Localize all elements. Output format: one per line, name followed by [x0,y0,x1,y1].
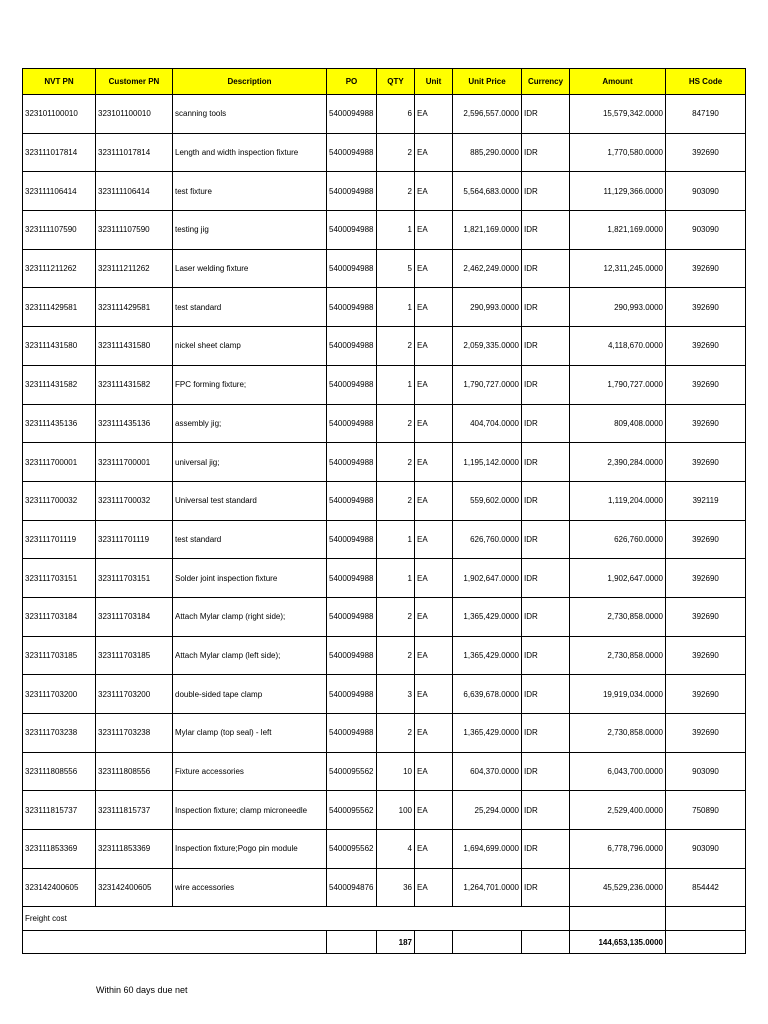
description-cell: test standard [173,288,327,327]
unit-cell: EA [415,404,453,443]
unit-price-cell: 2,059,335.0000 [453,327,522,366]
po-cell: 5400094988 [327,249,377,288]
description-cell: Attach Mylar clamp (right side); [173,597,327,636]
hs-code-cell: 392690 [666,559,746,598]
table-row [23,133,746,172]
description-cell: Fixture accessories [173,752,327,791]
currency-cell: IDR [522,791,570,830]
amount-cell: 15,579,342.0000 [570,95,666,134]
amount-cell: 6,043,700.0000 [570,752,666,791]
qty-cell: 2 [377,714,415,753]
unit-cell: EA [415,249,453,288]
po-cell: 5400094988 [327,327,377,366]
hs-code-cell: 392119 [666,481,746,520]
qty-cell: 1 [377,288,415,327]
hs-code-cell: 392690 [666,249,746,288]
total-unit-blank [415,931,453,954]
amount-cell: 1,790,727.0000 [570,365,666,404]
unit-price-cell: 885,290.0000 [453,133,522,172]
table-row [23,520,746,559]
nvt-pn-cell: 323111815737 [23,791,96,830]
col-header-qty: QTY [377,69,415,95]
po-cell: 5400094988 [327,211,377,250]
currency-cell: IDR [522,404,570,443]
qty-cell: 4 [377,830,415,869]
unit-price-cell: 1,195,142.0000 [453,443,522,482]
po-cell: 5400095562 [327,791,377,830]
po-cell: 5400094988 [327,95,377,134]
customer-pn-cell: 323111106414 [96,172,173,211]
unit-price-cell: 2,462,249.0000 [453,249,522,288]
freight-label: Freight cost [23,907,570,931]
hs-code-cell: 392690 [666,597,746,636]
qty-cell: 2 [377,481,415,520]
hs-code-cell: 903090 [666,172,746,211]
unit-cell: EA [415,714,453,753]
unit-price-cell: 5,564,683.0000 [453,172,522,211]
description-cell: universal jig; [173,443,327,482]
customer-pn-cell: 323111017814 [96,133,173,172]
nvt-pn-cell: 323111703184 [23,597,96,636]
description-cell: wire accessories [173,868,327,907]
col-header-unit: Unit [415,69,453,95]
table-row [23,443,746,482]
amount-cell: 290,993.0000 [570,288,666,327]
currency-cell: IDR [522,443,570,482]
unit-cell: EA [415,481,453,520]
hs-code-cell: 392690 [666,443,746,482]
qty-cell: 100 [377,791,415,830]
hs-code-cell: 392690 [666,365,746,404]
customer-pn-cell: 323111703184 [96,597,173,636]
hs-code-cell: 903090 [666,211,746,250]
unit-cell: EA [415,830,453,869]
customer-pn-cell: 323111703200 [96,675,173,714]
amount-cell: 1,902,647.0000 [570,559,666,598]
description-cell: Mylar clamp (top seal) - left [173,714,327,753]
unit-price-cell: 604,370.0000 [453,752,522,791]
amount-cell: 45,529,236.0000 [570,868,666,907]
qty-cell: 2 [377,172,415,211]
customer-pn-cell: 323111703151 [96,559,173,598]
amount-cell: 1,821,169.0000 [570,211,666,250]
nvt-pn-cell: 323111017814 [23,133,96,172]
po-cell: 5400094988 [327,675,377,714]
nvt-pn-cell: 323111431580 [23,327,96,366]
unit-price-cell: 1,365,429.0000 [453,636,522,675]
currency-cell: IDR [522,211,570,250]
customer-pn-cell: 323111435136 [96,404,173,443]
unit-price-cell: 404,704.0000 [453,404,522,443]
description-cell: assembly jig; [173,404,327,443]
table-row [23,559,746,598]
nvt-pn-cell: 323111107590 [23,211,96,250]
description-cell: test standard [173,520,327,559]
currency-cell: IDR [522,365,570,404]
hs-code-cell: 392690 [666,520,746,559]
po-cell: 5400094876 [327,868,377,907]
po-cell: 5400094988 [327,520,377,559]
unit-price-cell: 1,365,429.0000 [453,714,522,753]
hs-code-cell: 392690 [666,675,746,714]
nvt-pn-cell: 323142400605 [23,868,96,907]
po-cell: 5400094988 [327,443,377,482]
amount-cell: 6,778,796.0000 [570,830,666,869]
unit-cell: EA [415,288,453,327]
table-row [23,868,746,907]
po-cell: 5400095562 [327,752,377,791]
description-cell: test fixture [173,172,327,211]
amount-cell: 2,730,858.0000 [570,597,666,636]
amount-cell: 12,311,245.0000 [570,249,666,288]
unit-cell: EA [415,791,453,830]
qty-cell: 2 [377,327,415,366]
total-qty: 187 [377,931,415,954]
currency-cell: IDR [522,520,570,559]
amount-cell: 11,129,366.0000 [570,172,666,211]
payment-terms-note: Within 60 days due net [96,985,188,995]
currency-cell: IDR [522,714,570,753]
unit-cell: EA [415,365,453,404]
currency-cell: IDR [522,288,570,327]
unit-cell: EA [415,636,453,675]
qty-cell: 6 [377,95,415,134]
customer-pn-cell: 323111815737 [96,791,173,830]
hs-code-cell: 903090 [666,830,746,869]
nvt-pn-cell: 323111435136 [23,404,96,443]
hs-code-cell: 847190 [666,95,746,134]
po-cell: 5400094988 [327,559,377,598]
currency-cell: IDR [522,481,570,520]
description-cell: Inspection fixture; clamp microneedle [173,791,327,830]
po-cell: 5400094988 [327,133,377,172]
unit-price-cell: 1,902,647.0000 [453,559,522,598]
unit-price-cell: 1,790,727.0000 [453,365,522,404]
freight-row [23,907,746,931]
unit-price-cell: 1,694,699.0000 [453,830,522,869]
amount-cell: 2,390,284.0000 [570,443,666,482]
description-cell: Laser welding fixture [173,249,327,288]
nvt-pn-cell: 323111700032 [23,481,96,520]
currency-cell: IDR [522,95,570,134]
unit-price-cell: 1,821,169.0000 [453,211,522,250]
total-spacer [23,931,327,954]
table-row [23,404,746,443]
description-cell: testing jig [173,211,327,250]
unit-cell: EA [415,675,453,714]
table-row [23,327,746,366]
col-header-customer-pn: Customer PN [96,69,173,95]
table-row [23,791,746,830]
unit-cell: EA [415,443,453,482]
table-row [23,481,746,520]
customer-pn-cell: 323111703238 [96,714,173,753]
po-cell: 5400094988 [327,365,377,404]
col-header-currency: Currency [522,69,570,95]
qty-cell: 2 [377,404,415,443]
unit-price-cell: 2,596,557.0000 [453,95,522,134]
nvt-pn-cell: 323101100010 [23,95,96,134]
description-cell: Solder joint inspection fixture [173,559,327,598]
nvt-pn-cell: 323111853369 [23,830,96,869]
table-row [23,288,746,327]
amount-cell: 1,770,580.0000 [570,133,666,172]
table-row [23,95,746,134]
customer-pn-cell: 323111703185 [96,636,173,675]
qty-cell: 1 [377,520,415,559]
description-cell: Length and width inspection fixture [173,133,327,172]
description-cell: FPC forming fixture; [173,365,327,404]
nvt-pn-cell: 323111211262 [23,249,96,288]
unit-cell: EA [415,559,453,598]
amount-cell: 19,919,034.0000 [570,675,666,714]
total-amount: 144,653,135.0000 [570,931,666,954]
currency-cell: IDR [522,830,570,869]
customer-pn-cell: 323101100010 [96,95,173,134]
table-row [23,211,746,250]
po-cell: 5400094988 [327,636,377,675]
unit-price-cell: 626,760.0000 [453,520,522,559]
po-cell: 5400094988 [327,481,377,520]
col-header-description: Description [173,69,327,95]
customer-pn-cell: 323111429581 [96,288,173,327]
description-cell: Inspection fixture;Pogo pin module [173,830,327,869]
nvt-pn-cell: 323111703200 [23,675,96,714]
qty-cell: 2 [377,133,415,172]
unit-price-cell: 6,639,678.0000 [453,675,522,714]
nvt-pn-cell: 323111703238 [23,714,96,753]
hs-code-cell: 854442 [666,868,746,907]
currency-cell: IDR [522,559,570,598]
col-header-amount: Amount [570,69,666,95]
amount-cell: 2,730,858.0000 [570,636,666,675]
unit-price-cell: 1,264,701.0000 [453,868,522,907]
description-cell: Attach Mylar clamp (left side); [173,636,327,675]
table-row [23,249,746,288]
unit-cell: EA [415,868,453,907]
total-hs-blank [666,931,746,954]
nvt-pn-cell: 323111808556 [23,752,96,791]
customer-pn-cell: 323111431580 [96,327,173,366]
currency-cell: IDR [522,868,570,907]
po-cell: 5400094988 [327,714,377,753]
table-row [23,172,746,211]
unit-price-cell: 25,294.0000 [453,791,522,830]
hs-code-cell: 750890 [666,791,746,830]
nvt-pn-cell: 323111700001 [23,443,96,482]
customer-pn-cell: 323111700032 [96,481,173,520]
table-row [23,597,746,636]
total-price-blank [453,931,522,954]
invoice-table [22,68,746,954]
amount-cell: 626,760.0000 [570,520,666,559]
qty-cell: 36 [377,868,415,907]
unit-cell: EA [415,520,453,559]
unit-price-cell: 1,365,429.0000 [453,597,522,636]
description-cell: Universal test standard [173,481,327,520]
amount-cell: 2,529,400.0000 [570,791,666,830]
hs-code-cell: 392690 [666,327,746,366]
unit-price-cell: 290,993.0000 [453,288,522,327]
table-row [23,675,746,714]
header-row [23,69,746,95]
amount-cell: 4,118,670.0000 [570,327,666,366]
amount-cell: 809,408.0000 [570,404,666,443]
item-rows [23,95,746,907]
currency-cell: IDR [522,133,570,172]
qty-cell: 1 [377,559,415,598]
unit-cell: EA [415,597,453,636]
hs-code-cell: 903090 [666,752,746,791]
qty-cell: 2 [377,597,415,636]
description-cell: nickel sheet clamp [173,327,327,366]
currency-cell: IDR [522,327,570,366]
nvt-pn-cell: 323111431582 [23,365,96,404]
currency-cell: IDR [522,675,570,714]
qty-cell: 2 [377,443,415,482]
total-currency-blank [522,931,570,954]
unit-cell: EA [415,752,453,791]
hs-code-cell: 392690 [666,714,746,753]
currency-cell: IDR [522,172,570,211]
table-row [23,636,746,675]
nvt-pn-cell: 323111106414 [23,172,96,211]
freight-amount [570,907,666,931]
customer-pn-cell: 323111701119 [96,520,173,559]
currency-cell: IDR [522,597,570,636]
hs-code-cell: 392690 [666,636,746,675]
table-row [23,830,746,869]
nvt-pn-cell: 323111701119 [23,520,96,559]
qty-cell: 10 [377,752,415,791]
customer-pn-cell: 323111700001 [96,443,173,482]
unit-cell: EA [415,95,453,134]
nvt-pn-cell: 323111703185 [23,636,96,675]
customer-pn-cell: 323111431582 [96,365,173,404]
customer-pn-cell: 323111211262 [96,249,173,288]
unit-cell: EA [415,133,453,172]
nvt-pn-cell: 323111703151 [23,559,96,598]
unit-cell: EA [415,211,453,250]
qty-cell: 2 [377,636,415,675]
hs-code-cell: 392690 [666,404,746,443]
qty-cell: 5 [377,249,415,288]
customer-pn-cell: 323111107590 [96,211,173,250]
freight-hs-code [666,907,746,931]
hs-code-cell: 392690 [666,288,746,327]
hs-code-cell: 392690 [666,133,746,172]
po-cell: 5400094988 [327,172,377,211]
qty-cell: 1 [377,211,415,250]
po-cell: 5400094988 [327,288,377,327]
po-cell: 5400094988 [327,404,377,443]
unit-cell: EA [415,172,453,211]
qty-cell: 1 [377,365,415,404]
amount-cell: 1,119,204.0000 [570,481,666,520]
col-header-hs-code: HS Code [666,69,746,95]
total-row [23,931,746,954]
customer-pn-cell: 323111853369 [96,830,173,869]
table-row [23,752,746,791]
table-row [23,365,746,404]
table-row [23,714,746,753]
col-header-nvt-pn: NVT PN [23,69,96,95]
col-header-unit-price: Unit Price [453,69,522,95]
description-cell: double-sided tape clamp [173,675,327,714]
nvt-pn-cell: 323111429581 [23,288,96,327]
currency-cell: IDR [522,636,570,675]
col-header-po: PO [327,69,377,95]
total-po-blank [327,931,377,954]
description-cell: scanning tools [173,95,327,134]
currency-cell: IDR [522,249,570,288]
customer-pn-cell: 323111808556 [96,752,173,791]
unit-price-cell: 559,602.0000 [453,481,522,520]
amount-cell: 2,730,858.0000 [570,714,666,753]
po-cell: 5400095562 [327,830,377,869]
customer-pn-cell: 323142400605 [96,868,173,907]
qty-cell: 3 [377,675,415,714]
po-cell: 5400094988 [327,597,377,636]
unit-cell: EA [415,327,453,366]
currency-cell: IDR [522,752,570,791]
